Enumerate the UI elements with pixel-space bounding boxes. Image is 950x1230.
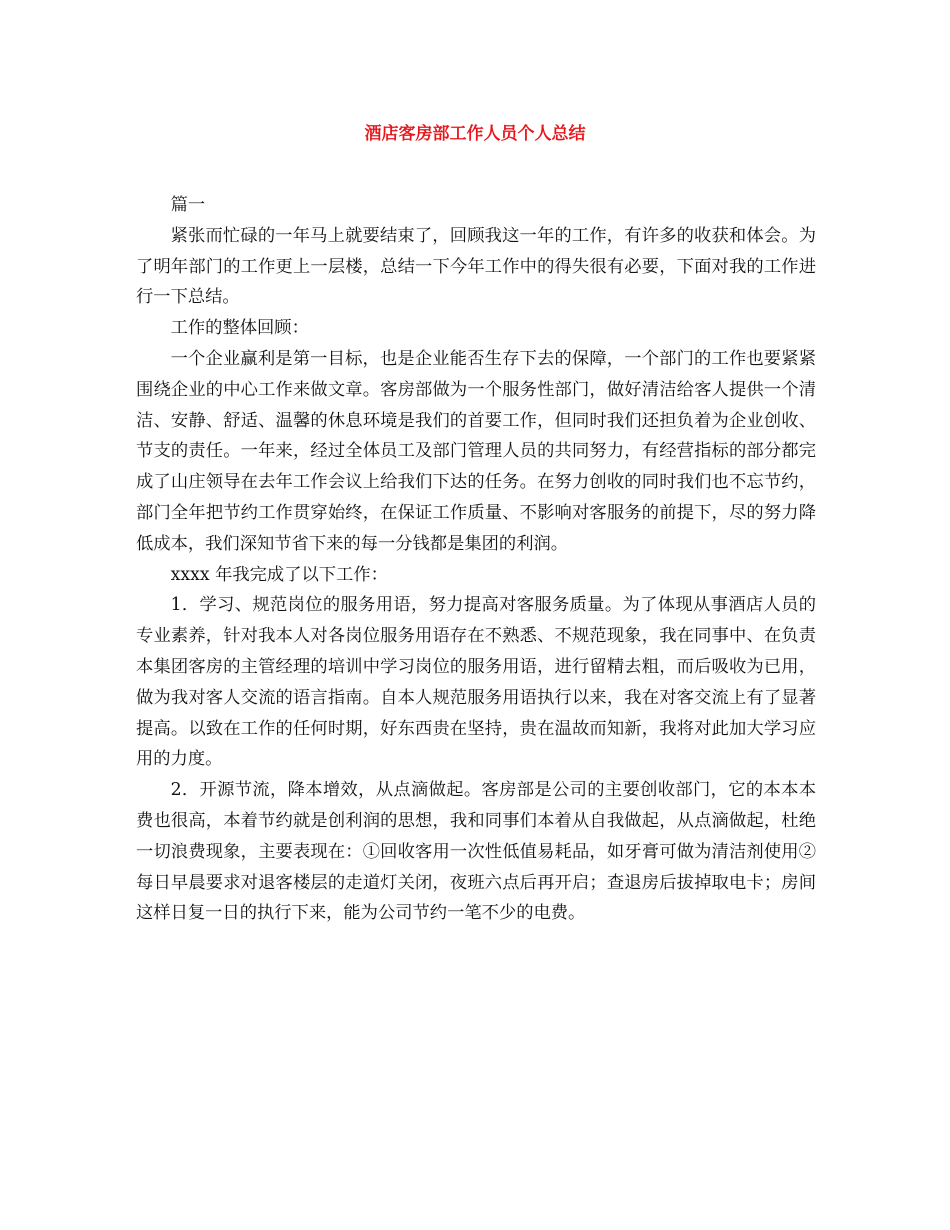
paragraph-review: 一个企业赢利是第一目标，也是企业能否生存下去的保障，一个部门的工作也要紧紧围绕企业的中心工作来做文章。客房部做为一个服务性部门，做好清洁给客人提供一个清洁、安静、舒适、温馨的休息环境是我们的首要工作，但同时我们还担负着为企业创收、节支的责任。一年来，经过全体员工及部门管理人员的共同努力，有经营指标的部分都完成了山庄领导在去年工作会议上给我们下达的任务。在努力创收的同时我们也不忘节约，部门全年把节约工作贯穿始终，在保证工作质量、不影响对客服务的前提下，尽的努力降低成本，我们深知节省下来的每一分钱都是集团的利润。 — [136, 348, 816, 554]
paragraph-item-2: 2．开源节流，降本增效，从点滴做起。客房部是公司的主要创收部门，它的本本本费也很高，本着节约就是创利润的思想，我和同事们本着从自我做起，从点滴做起，杜绝一切浪费现象，主要表现在：①回收客用一次性低值易耗品，如牙膏可做为清洁剂使用②每日早晨要求对退客楼层的走道灯关闭，夜班六点后再开启；查退房后拔掉取电卡；房间这样日复一日的执行下来，能为公司节约一笔不少的电费。 — [136, 780, 816, 924]
paragraph-intro: 紧张而忙碌的一年马上就要结束了，回顾我这一年的工作，有许多的收获和体会。为了明年部门的工作更上一层楼，总结一下今年工作中的得失很有必要，下面对我的工作进行一下总结。 — [136, 225, 816, 308]
paragraph-item-1: 1．学习、规范岗位的服务用语，努力提高对客服务质量。为了体现从事酒店人员的专业素养，针对我本人对各岗位服务用语存在不熟悉、不规范现象，我在同事中、在负责本集团客房的主管经理的培训中学习岗位的服务用语，进行留精去粗，而后吸收为已用，做为我对客人交流的语言指南。自本人规范服务用语执行以来，我在对客交流上有了显著提高。以致在工作的任何时期，好东西贵在坚持，贵在温故而知新，我将对此加大学习应用的力度。 — [136, 595, 816, 770]
document-body — [136, 190, 816, 929]
document-title: 酒店客房部工作人员个人总结 — [364, 124, 586, 144]
paragraph-heading-work: xxxx 年我完成了以下工作： — [170, 564, 388, 585]
paragraph-heading-review: 工作的整体回顾： — [170, 318, 309, 339]
paragraph-section-label: 篇一 — [170, 195, 206, 215]
